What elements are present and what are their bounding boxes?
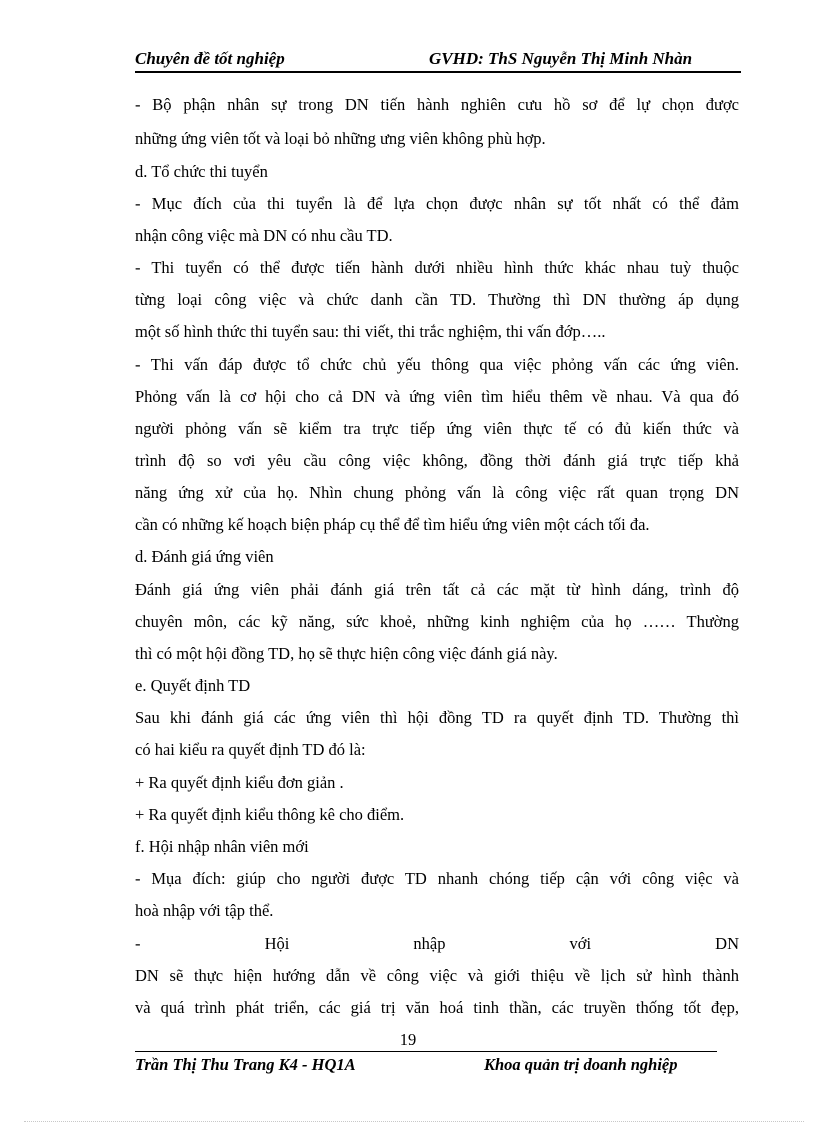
body-line: thì có một hội đồng TD, họ sẽ thực hiện công việc đánh giá này. (135, 644, 558, 663)
header-document-type: Chuyên đề tốt nghiệp (135, 49, 285, 68)
body-line: - Bộ phận nhân sự trong DN tiến hành nghiên cưu hồ sơ để lự chọn được (135, 95, 739, 114)
section-heading-decision: e. Quyết định TD (135, 676, 251, 695)
footer-author: Trần Thị Thu Trang K4 - HQ1A (135, 1055, 356, 1074)
bullet-item: + Ra quyết định kiểu thông kê cho điểm. (135, 805, 405, 824)
section-heading-exam: d. Tổ chức thi tuyển (135, 162, 268, 181)
section-heading-evaluation: d. Đánh giá ứng viên (135, 547, 274, 566)
body-line: - Thi tuyển có thể được tiến hành dưới nhiều hình thức khác nhau tuỳ thuộc (135, 258, 739, 277)
header-supervisor: GVHD: ThS Nguyễn Thị Minh Nhàn (429, 49, 693, 68)
body-line: những ứng viên tốt và loại bỏ những ưng viên không phù hợp. (135, 129, 546, 148)
page-header (135, 49, 741, 73)
body-line: Phỏng vấn là cơ hội cho cả DN và ứng viên tìm hiểu thêm về nhau. Và qua đó (135, 387, 739, 406)
body-line: trình độ so vơi yêu cầu công việc không, đồng thời đánh giá trực tiếp khả (135, 451, 739, 470)
footer-divider (135, 1051, 717, 1052)
footer-faculty: Khoa quản trị doanh nghiệp (484, 1055, 678, 1074)
body-line: và quá trình phát triển, các giá trị văn hoá tinh thần, các truyền thống tốt đẹp, (135, 998, 739, 1017)
body-line: - Thi vấn đáp được tổ chức chủ yếu thông qua việc phỏng vấn các ứng viên. (135, 355, 739, 374)
page-footer (135, 1055, 725, 1079)
bullet-item: + Ra quyết định kiểu đơn giản . (135, 773, 344, 792)
body-line: DN sẽ thực hiện hướng dẫn về công việc và giới thiệu về lịch sử hình thành (135, 966, 739, 985)
page-edge-dotted-line (24, 1121, 804, 1122)
body-line: - Mụa đích: giúp cho người được TD nhanh chóng tiếp cận với công việc và (135, 869, 739, 888)
body-line: cần có những kế hoạch biện pháp cụ thể để tìm hiểu ứng viên một cách tối đa. (135, 515, 650, 534)
body-line: - Mục đích của thi tuyển là để lựa chọn được nhân sự tốt nhất có thể đảm (135, 194, 739, 213)
body-line: Sau khi đánh giá các ứng viên thì hội đồng TD ra quyết định TD. Thường thì (135, 708, 739, 727)
page-number: 19 (399, 1030, 417, 1049)
section-heading-onboarding: f. Hội nhập nhân viên mới (135, 837, 309, 856)
body-line: hoà nhập với tập thể. (135, 901, 274, 920)
body-line: người phỏng vấn sẽ kiểm tra trực tiếp ứng viên thực tế có đủ kiến thức và (135, 419, 739, 438)
body-line: nhận công việc mà DN có nhu cầu TD. (135, 226, 393, 245)
body-line: từng loại công việc và chức danh cần TD. Thường thì DN thường áp dụng (135, 290, 739, 309)
body-line: có hai kiểu ra quyết định TD đó là: (135, 740, 366, 759)
body-line: chuyên môn, các kỹ năng, sức khoẻ, những kinh nghiệm của họ …… Thường (135, 612, 739, 631)
body-line: năng ứng xử của họ. Nhìn chung phỏng vấn là công việc rất quan trọng DN (135, 483, 739, 502)
body-line: một số hình thức thi tuyển sau: thi viết, thi trắc nghiệm, thi vấn đớp….. (135, 322, 606, 341)
body-line: Đánh giá ứng viên phải đánh giá trên tất cả các mặt từ hình dáng, trình độ (135, 580, 739, 599)
body-line: - Hội nhập với DN (135, 934, 739, 953)
